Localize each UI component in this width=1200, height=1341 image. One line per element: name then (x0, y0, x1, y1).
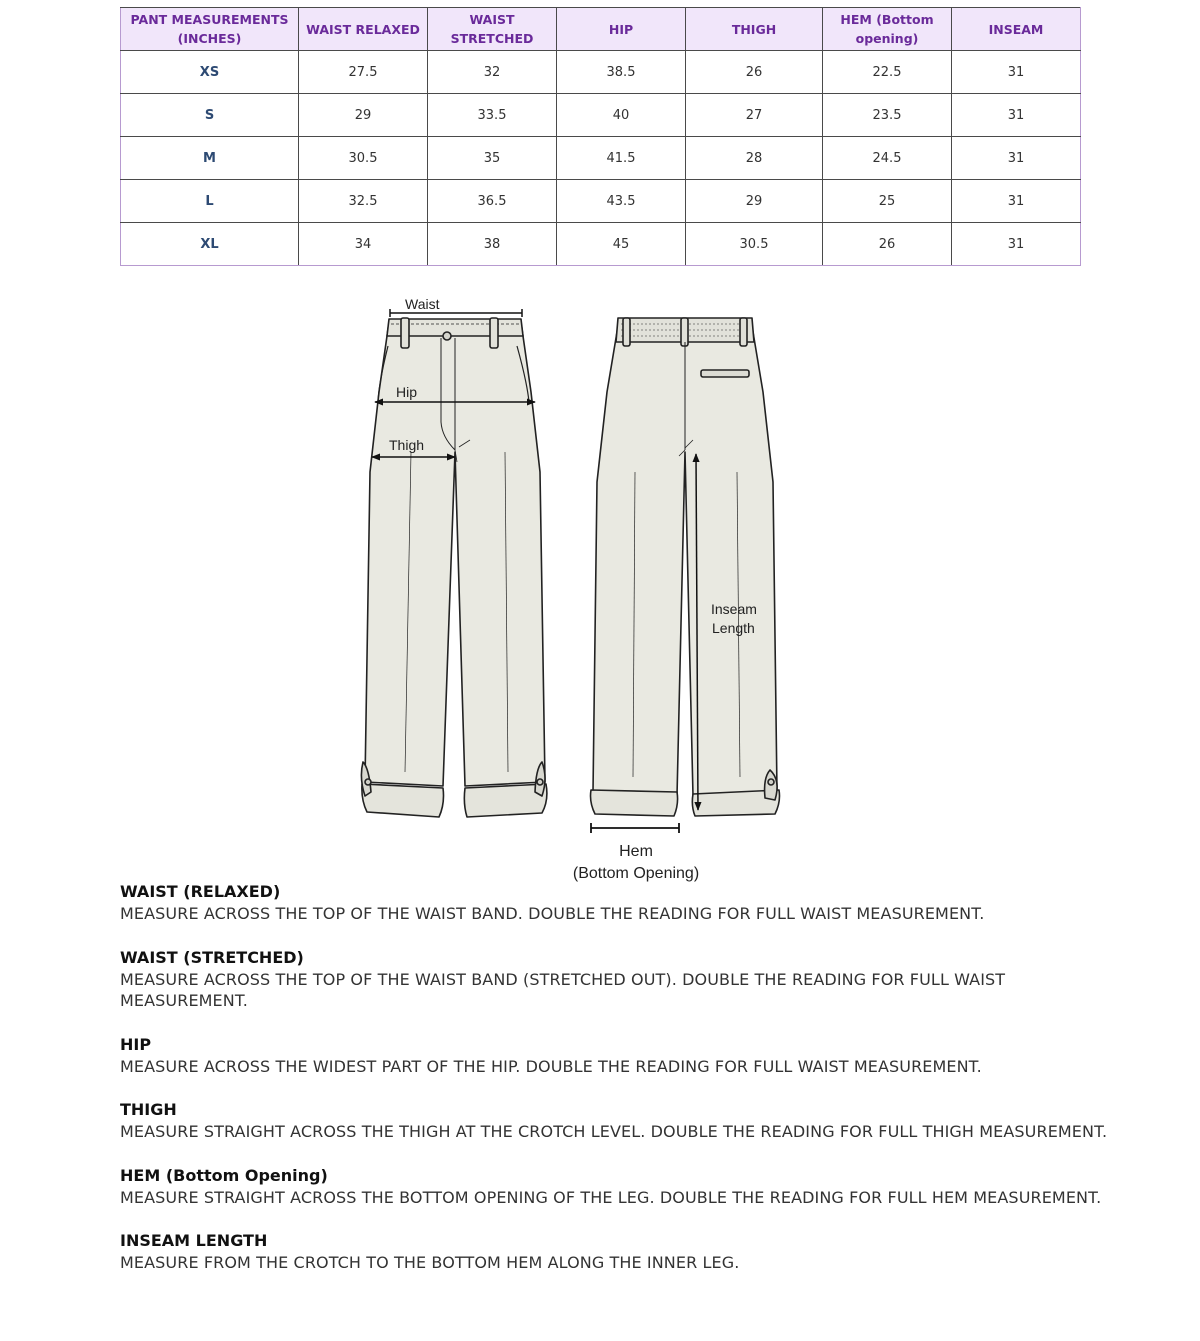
table-cell: 31 (952, 137, 1081, 180)
table-cell: 31 (952, 223, 1081, 266)
table-cell: 40 (557, 94, 686, 137)
table-row (121, 223, 1081, 266)
size-chart-table (120, 7, 1081, 266)
header-waist-stretched: WAIST STRETCHED (428, 8, 557, 51)
hem-label (573, 841, 699, 885)
table-cell: 27.5 (299, 51, 428, 94)
header-thigh: THIGH (686, 8, 823, 51)
table-cell: 45 (557, 223, 686, 266)
definition-waist-relaxed (120, 881, 1195, 925)
table-header-row (121, 8, 1081, 51)
table-cell: 29 (299, 94, 428, 137)
definition-text: MEASURE ACROSS THE TOP OF THE WAIST BAND. DOUBLE THE READING FOR FULL WAIST MEASUREMENT. (120, 904, 985, 923)
table-cell: 31 (952, 180, 1081, 223)
definition-title: HEM (Bottom Opening) (120, 1165, 328, 1185)
waist-label: Waist (405, 296, 440, 312)
table-cell: 24.5 (823, 137, 952, 180)
size-cell: M (121, 137, 299, 180)
definition-waist-stretched (120, 947, 1195, 1012)
definition-hip (120, 1034, 1195, 1078)
thigh-label: Thigh (389, 437, 425, 453)
table-row (121, 180, 1081, 223)
definition-title: WAIST (RELAXED) (120, 882, 281, 901)
hip-label: Hip (396, 384, 418, 400)
table-cell: 22.5 (823, 51, 952, 94)
table-cell: 43.5 (557, 180, 686, 223)
table-cell: 32 (428, 51, 557, 94)
table-row (121, 137, 1081, 180)
inseam-label-line1: Inseam (711, 601, 757, 617)
definition-text: MEASURE ACROSS THE TOP OF THE WAIST BAND (STRETCHED OUT). DOUBLE THE READING FOR FULL WAIST MEASUREMENT. (120, 969, 1006, 1010)
inseam-label-line2: Length (712, 620, 755, 636)
table-cell: 31 (952, 94, 1081, 137)
table-cell: 27 (686, 94, 823, 137)
hem-label-line2: (Bottom Opening) (572, 865, 700, 882)
definition-text: MEASURE STRAIGHT ACROSS THE THIGH AT THE CROTCH LEVEL. DOUBLE THE READING FOR FULL THIGH MEASUREMENT. (120, 1122, 1108, 1141)
size-cell: XL (121, 223, 299, 266)
definition-title: HIP (120, 1034, 152, 1054)
table-cell: 35 (428, 137, 557, 180)
definition-title: WAIST (STRETCHED) (120, 947, 304, 967)
header-hip: HIP (557, 8, 686, 51)
table-cell: 26 (686, 51, 823, 94)
table-cell: 38.5 (557, 51, 686, 94)
table-cell: 28 (686, 137, 823, 180)
back-view-pants (591, 318, 780, 816)
definition-title: THIGH (120, 1100, 177, 1119)
measurement-definitions (120, 881, 1195, 1296)
table-cell: 31 (952, 51, 1081, 94)
definition-title: INSEAM LENGTH (120, 1231, 268, 1250)
definition-text: MEASURE ACROSS THE WIDEST PART OF THE HIP. DOUBLE THE READING FOR FULL WAIST MEASUREMENT. (120, 1056, 982, 1076)
table-cell: 29 (686, 180, 823, 223)
table-cell: 33.5 (428, 94, 557, 137)
hem-measure-line (591, 823, 679, 833)
hem-label-line1: Hem (619, 843, 653, 860)
table-cell: 30.5 (299, 137, 428, 180)
table-cell: 41.5 (557, 137, 686, 180)
table-cell: 32.5 (299, 180, 428, 223)
table-cell: 26 (823, 223, 952, 266)
pants-illustration (345, 272, 790, 862)
header-hem: HEM (Bottom opening) (823, 8, 952, 51)
pants-measurement-diagram (345, 272, 790, 862)
table-row (121, 94, 1081, 137)
definition-text: MEASURE FROM THE CROTCH TO THE BOTTOM HEM ALONG THE INNER LEG. (120, 1253, 740, 1272)
front-view-pants (361, 318, 547, 817)
header-inseam: INSEAM (952, 8, 1081, 51)
definition-inseam (120, 1230, 1195, 1274)
table-row (121, 51, 1081, 94)
size-cell: XS (121, 51, 299, 94)
table-cell: 38 (428, 223, 557, 266)
size-cell: S (121, 94, 299, 137)
table-cell: 36.5 (428, 180, 557, 223)
definition-text: MEASURE STRAIGHT ACROSS THE BOTTOM OPENING OF THE LEG. DOUBLE THE READING FOR FULL HEM MEASUREMENT. (120, 1187, 1102, 1207)
table-cell: 25 (823, 180, 952, 223)
header-pant-measurements: PANT MEASUREMENTS (INCHES) (121, 8, 299, 51)
definition-thigh (120, 1099, 1195, 1143)
size-cell: L (121, 180, 299, 223)
table-cell: 30.5 (686, 223, 823, 266)
header-waist-relaxed: WAIST RELAXED (299, 8, 428, 51)
table-cell: 34 (299, 223, 428, 266)
definition-hem (120, 1165, 1195, 1209)
table-cell: 23.5 (823, 94, 952, 137)
